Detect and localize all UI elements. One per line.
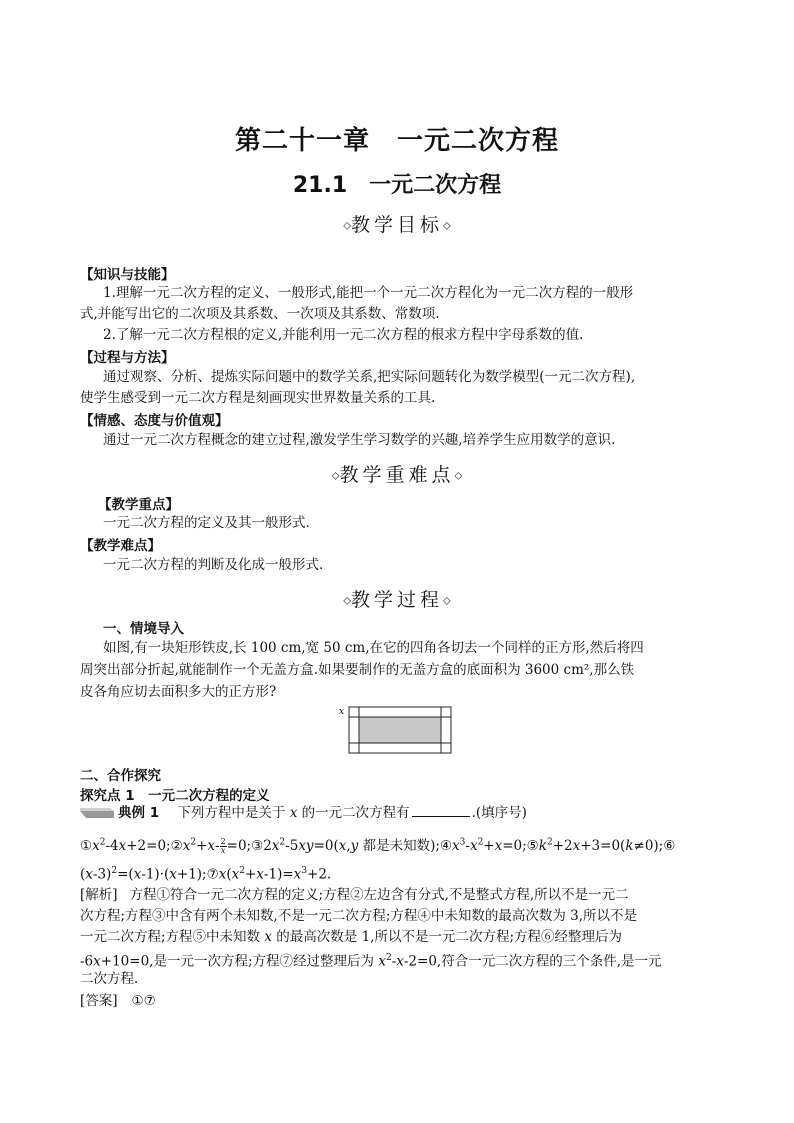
heading-process: ◇教学过程◇ bbox=[343, 589, 451, 611]
difficulty-label: 【教学难点】 bbox=[80, 538, 161, 554]
diamond-icon: ◇ bbox=[443, 595, 451, 607]
example-text: 的一元二次方程有 bbox=[301, 805, 410, 821]
analysis-label: [解析] bbox=[80, 887, 118, 903]
corner-square bbox=[441, 743, 451, 753]
analysis-line2: 次方程;方程③中含有两个未知数,不是一元二次方程;方程④中未知数的最高次数为 3,所以不是 bbox=[80, 908, 638, 924]
intro-line2: 周突出部分折起,就能制作一个无盖方盒.如果要制作的无盖方盒的底面积为 3600 cm²,那么铁 bbox=[80, 662, 635, 678]
chapter-title: 第二十一章 一元二次方程 bbox=[234, 126, 559, 156]
knowledge-1-line2: 式,并能写出它的二次项及其系数、一次项及其系数、常数项. bbox=[80, 306, 440, 322]
corner-square bbox=[349, 743, 359, 753]
diamond-icon: ◇ bbox=[343, 220, 351, 232]
process-label: 【过程与方法】 bbox=[80, 350, 175, 366]
analysis-text: -6 bbox=[80, 953, 94, 970]
intro-line3: 皮各角应切去面积多大的正方形? bbox=[80, 684, 277, 700]
example-label: 典例 1 bbox=[118, 805, 160, 821]
analysis-line5: 二次方程. bbox=[80, 971, 139, 987]
example-text: .(填序号) bbox=[471, 805, 527, 821]
figure-x-label: x bbox=[339, 707, 345, 717]
analysis-line4: -6x+10=0,是一元一次方程;方程⑦经过整理后为 $x^2-x-2=0$,符合一元二次方程的三个条件,是一元 bbox=[80, 953, 662, 970]
keypoint-text: 一元二次方程的定义及其一般形式. bbox=[103, 515, 310, 531]
knowledge-2: 2.了解一元二次方程根的定义,并能利用一元二次方程的根求方程中字母系数的值. bbox=[103, 327, 584, 343]
example-text: 下列方程中是关于 bbox=[177, 805, 286, 821]
answer-line bbox=[80, 991, 156, 1012]
answer-value: ①⑦ bbox=[131, 993, 156, 1009]
analysis-line3: 一元二次方程;方程⑤中未知数 x 的最高次数是 1,所以不是一元二次方程;方程⑥经整理后为 bbox=[80, 929, 623, 945]
process-line1: 通过观察、分析、提炼实际问题中的数学关系,把实际问题转化为数学模型(一元二次方程), bbox=[103, 369, 636, 385]
analysis-text: 方程①符合一元二次方程的定义;方程②左边含有分式,不是整式方程,所以不是一元二 bbox=[129, 887, 629, 903]
example-line bbox=[80, 803, 527, 824]
analysis-text: +10=0,是一元一次方程;方程⑦经过整理后为 bbox=[100, 953, 375, 970]
analysis-text: 一元二次方程;方程⑤中未知数 bbox=[80, 929, 261, 945]
intro-line1: 如图,有一块矩形铁皮,长 100 cm,宽 50 cm,在它的四角各切去一个同样的正方形,然后将四 bbox=[103, 640, 644, 656]
heading-keypoints: ◇教学重难点◇ bbox=[331, 464, 463, 486]
equations-line2: $(x-3)^2=(x-1)\cdot(x+1);⑦x(x^2+x-1)=x^3+2$. bbox=[80, 866, 332, 883]
sheet-figure bbox=[338, 704, 454, 756]
emotion-label: 【情感、态度与价值观】 bbox=[80, 413, 229, 429]
corner-square bbox=[441, 707, 451, 717]
intro-label: 一、情境导入 bbox=[103, 621, 184, 637]
heading-goals: ◇教学目标◇ bbox=[343, 214, 451, 236]
box-base bbox=[359, 717, 441, 743]
equations-line1: $①x^2-4x+2=0;②x^2+x-$ $\frac{2}{x}$ $=0;③2x^2-5xy=0(x,y$ 都是未知数)$;④x^3-x^2+x=0;⑤k^2+2x+3=0(k\ne 0);⑥$ bbox=[80, 837, 676, 855]
explore-label: 探究点 1 一元二次方程的定义 bbox=[80, 788, 270, 804]
answer-label: [答案] bbox=[80, 993, 118, 1009]
corner-square bbox=[349, 707, 359, 717]
diamond-icon: ◇ bbox=[343, 595, 351, 607]
knowledge-label: 【知识与技能】 bbox=[80, 267, 175, 283]
diamond-icon: ◇ bbox=[331, 470, 340, 482]
diamond-icon: ◇ bbox=[443, 220, 451, 232]
emotion-line1: 通过一元二次方程概念的建立过程,激发学生学习数学的兴趣,培养学生应用数学的意识. bbox=[103, 432, 616, 448]
analysis-line1 bbox=[80, 885, 629, 906]
process-line2: 使学生感受到一元二次方程是刻画现实世界数量关系的工具. bbox=[80, 390, 436, 406]
example-var: x bbox=[289, 805, 298, 821]
analysis-text: 的最高次数是 1,所以不是一元二次方程;方程⑥经整理后为 bbox=[276, 929, 623, 945]
knowledge-1-line1: 1.理解一元二次方程的定义、一般形式,能把一个一元二次方程化为一元二次方程的一般形 bbox=[103, 285, 634, 301]
section-title: 21.1 一元二次方程 bbox=[292, 173, 502, 198]
coop-label: 二、合作探究 bbox=[80, 768, 161, 784]
diamond-icon: ◇ bbox=[454, 470, 463, 482]
difficulty-text: 一元二次方程的判断及化成一般形式. bbox=[103, 557, 324, 573]
keypoint-label: 【教学重点】 bbox=[98, 497, 179, 513]
example-tag-icon bbox=[80, 808, 114, 820]
analysis-text: =0,符合一元二次方程的三个条件,是一元 bbox=[417, 953, 662, 970]
answer-blank bbox=[412, 804, 470, 817]
